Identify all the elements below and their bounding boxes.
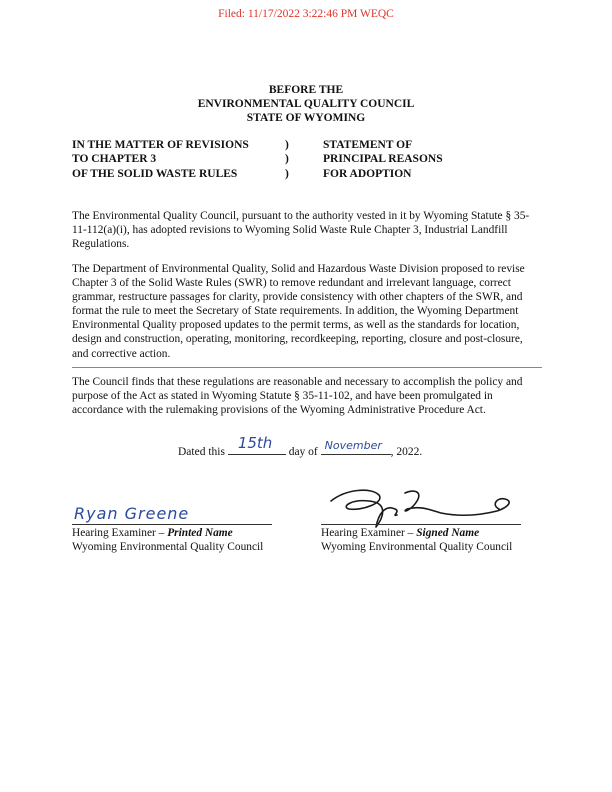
signed-name-org: Wyoming Environmental Quality Council xyxy=(321,541,513,554)
role-emphasis: Signed Name xyxy=(416,527,480,539)
document-header xyxy=(0,83,612,125)
signature-line xyxy=(321,524,521,525)
caption-paren: ) xyxy=(285,167,289,180)
dated-line xyxy=(178,434,423,458)
printed-name-org: Wyoming Environmental Quality Council xyxy=(72,541,264,554)
caption-matter-line: TO CHAPTER 3 xyxy=(72,153,157,166)
signed-name-block xyxy=(321,526,512,554)
printed-name-role xyxy=(72,526,263,540)
printed-name-line xyxy=(72,524,272,525)
role-prefix: Hearing Examiner – xyxy=(321,527,417,539)
role-prefix: Hearing Examiner – xyxy=(72,527,168,539)
month-blank xyxy=(321,439,391,455)
paragraph-proposal: The Department of Environmental Quality, Solid and Hazardous Waste Division proposed to revise Chapter 3 of the Solid Waste Rules (SWR) to remove redundant and irrelevant language, correct grammar, restructure passages for clarity, provide consistency with other chapters of the SWR, and format the rule to meet the Secretary of State requirements. In addition, the Wyoming Department Environmental Quality proposed updates to the permit terms, as well as the standards for location, design and construction, operating, monitoring, recordkeeping, reporting, closure and post-closure, and corrective action. xyxy=(72,263,525,360)
handwritten-day: 15th xyxy=(237,434,273,452)
caption-title-line: FOR ADOPTION xyxy=(323,167,412,180)
paragraph-authority: The Environmental Quality Council, pursuant to the authority vested in it by Wyoming Statute § 35-11-112(a)(i), has adopted revisions to Wyoming Solid Waste Rule Chapter 3, Industrial Landfill Regulations. xyxy=(72,210,530,251)
caption-matter-line: OF THE SOLID WASTE RULES xyxy=(72,167,238,180)
caption-separator xyxy=(285,138,295,181)
dated-middle: day of xyxy=(288,446,318,458)
section-divider xyxy=(72,367,542,368)
paragraph-findings: The Council finds that these regulations are reasonable and necessary to accomplish the policy and purpose of the Act as stated in Wyoming Statute § 35-11-102, and have been promulgated in accordance with the rulemaking provisions of the Wyoming Administrative Procedure Act. xyxy=(72,376,523,417)
printed-name-block xyxy=(72,526,263,554)
dated-suffix: , 2022. xyxy=(390,446,423,458)
handwritten-printed-name: Ryan Greene xyxy=(74,504,190,523)
filed-stamp: Filed: 11/17/2022 3:22:46 PM WEQC xyxy=(218,8,394,20)
signed-name-role xyxy=(321,526,512,540)
dated-prefix: Dated this xyxy=(178,446,225,458)
handwritten-month: November xyxy=(324,439,382,452)
caption-matter-line: IN THE MATTER OF REVISIONS xyxy=(72,139,249,151)
header-line-2: ENVIRONMENTAL QUALITY COUNCIL xyxy=(197,98,415,110)
caption-title-line: STATEMENT OF xyxy=(323,139,413,151)
header-line-1: BEFORE THE xyxy=(268,84,344,96)
caption-paren: ) xyxy=(285,139,289,151)
role-emphasis: Printed Name xyxy=(167,527,233,539)
caption-title xyxy=(323,138,543,181)
header-line-3: STATE OF WYOMING xyxy=(246,112,366,124)
caption-title-line: PRINCIPAL REASONS xyxy=(323,153,443,166)
caption-matter xyxy=(72,138,272,181)
caption-paren: ) xyxy=(285,153,289,166)
day-blank xyxy=(228,434,286,455)
